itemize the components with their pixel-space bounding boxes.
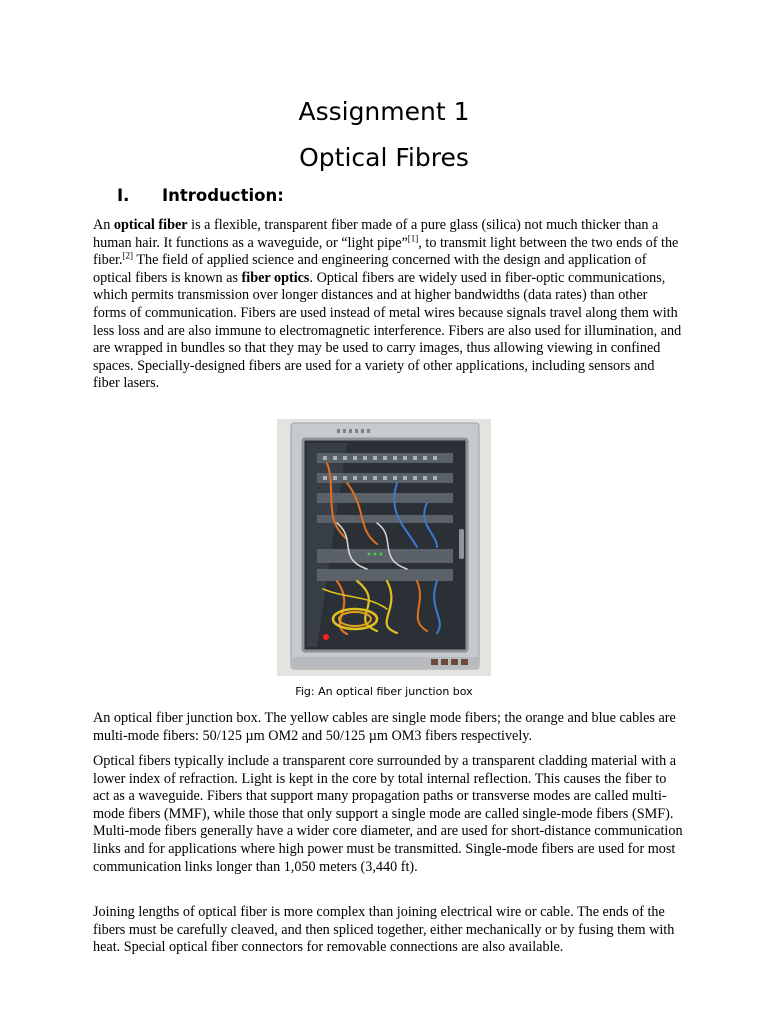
- junction-box-photo: [277, 419, 491, 676]
- intro-paragraph: [93, 217, 683, 393]
- document-subtitle: Optical Fibres: [299, 143, 469, 172]
- body-paragraph-4: Joining lengths of optical fiber is more complex than joining electrical wire or cable. The ends of the fibers must be carefully cleaved, and then spliced together, either mechanically or by fusing them with heat. Special optical fiber connectors for removable connections are also available.: [93, 904, 675, 956]
- text-run: , to transmit light between the two ends of the fiber.: [93, 234, 679, 269]
- term-fiber-optics: fiber optics: [241, 269, 310, 286]
- text-run: An: [93, 217, 114, 233]
- body-paragraph-2: An optical fiber junction box. The yellow cables are single mode fibers; the orange and blue cables are multi-mode fibers: 50/125 µm OM2 and 50/125 µm OM3 fibers respectively.: [93, 710, 676, 744]
- text-run: . Optical fibers are widely used in fiber-optic communications, which permits transmission over longer distances and at higher bandwidths (data rates) than other forms of communication. Fibers are used instead of metal wires because signals travel along them with less loss and are also immune to electromagnetic interference. Fibers are also used for illumination, and are wrapped in bundles so that they may be used to carry images, thus allowing viewing in confined spaces. Specially-designed fibers are used for a variety of other applications, including sensors and fiber lasers.: [93, 269, 682, 392]
- term-optical-fiber: optical fiber: [113, 217, 188, 233]
- text-run: is a flexible, transparent fiber made of a pure glass (silica) not much thicker than a human hair. It functions as a waveguide, or “light pipe”: [93, 217, 659, 251]
- section-heading: [117, 184, 284, 208]
- junction-box-illustration: [277, 419, 491, 676]
- citation-link-1[interactable]: [1]: [407, 232, 419, 243]
- citation-link-2[interactable]: [2]: [122, 250, 134, 261]
- section-number: I.: [117, 186, 130, 205]
- text-run: The field of applied science and engineering concerned with the design and application of optical fibers is known as: [93, 252, 647, 286]
- body-paragraph-3: Optical fibers typically include a transparent core surrounded by a transparent cladding material with a lower index of refraction. Light is kept in the core by total internal reflection. This causes the fiber to act as a waveguide. Fibers that support many propagation paths or transverse modes are called multi-mode fibers (MMF), while those that only support a single mode are called single-mode fibers (SMF). Multi-mode fibers generally have a wider core diameter, and are used for short-distance communication links and for applications where high power must be transmitted. Single-mode fibers are used for most communication links longer than 1,050 meters (3,440 ft).: [93, 753, 683, 875]
- document-title: Assignment 1: [298, 97, 470, 126]
- section-title: Introduction:: [162, 186, 284, 205]
- figure-caption: Fig: An optical fiber junction box: [295, 685, 473, 698]
